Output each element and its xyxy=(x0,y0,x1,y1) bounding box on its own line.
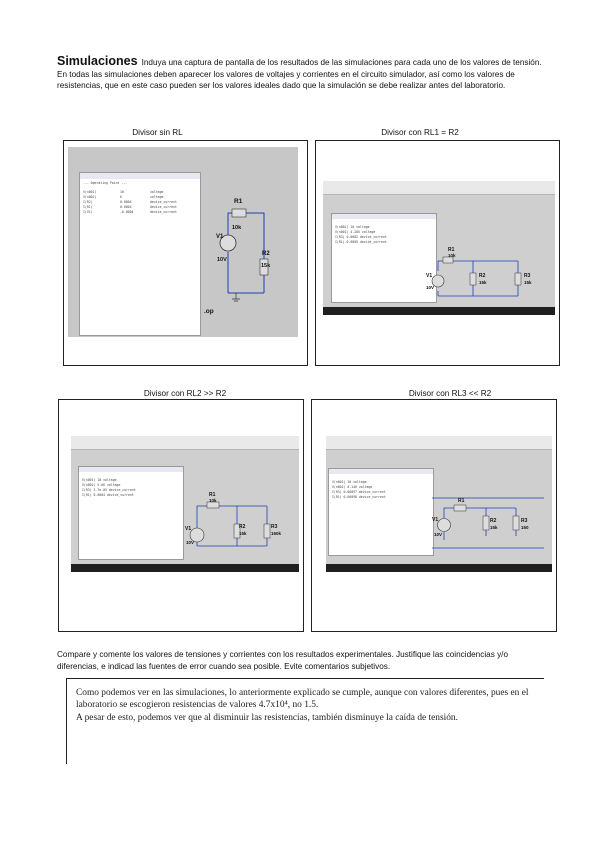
caption-divisor-rl1: Divisor con RL1 = R2 xyxy=(381,128,459,137)
svg-text:I(R1) 0.0004 device_current: I(R1) 0.0004 device_current xyxy=(82,493,134,497)
svg-text:-0.0004: -0.0004 xyxy=(120,210,134,214)
svg-text:I(R2): I(R2) xyxy=(83,200,93,204)
svg-text:I(R1) 0.0005 device_current: I(R1) 0.0005 device_current xyxy=(335,240,387,244)
label-r3-value: 15k xyxy=(524,280,532,285)
section-heading: Simulaciones xyxy=(57,54,138,68)
label-v1: V1 xyxy=(185,526,192,532)
svg-text:V(n002) 5.66 voltage: V(n002) 5.66 voltage xyxy=(82,483,121,487)
taskbar xyxy=(326,564,552,572)
circuit-schematic-4 xyxy=(326,436,552,572)
op-directive: .op xyxy=(204,308,214,315)
figure-frame-3 xyxy=(58,399,304,632)
label-r2-value: 15k xyxy=(479,280,487,285)
svg-text:device_current: device_current xyxy=(150,205,177,209)
label-r1: R1 xyxy=(234,198,243,205)
svg-text:V(n002) 4.285 voltage: V(n002) 4.285 voltage xyxy=(335,230,376,234)
svg-text:V(n001) 10 voltage: V(n001) 10 voltage xyxy=(332,480,367,484)
label-r3-value: 150 xyxy=(521,525,529,530)
label-r2: R2 xyxy=(262,251,270,257)
svg-text:0.0004: 0.0004 xyxy=(120,205,132,209)
svg-text:device_current: device_current xyxy=(150,210,177,214)
answer-line-1: Como podemos ver en las simulaciones, lo anteriormente explicado se cumple, aunque con valores diferentes, pues en el laboratorio se escogieron resistencias de valores 4.7x10⁴, no 1.5. xyxy=(76,688,529,711)
svg-text:voltage: voltage xyxy=(150,190,164,194)
intro-paragraph xyxy=(57,56,545,92)
svg-text:device_current: device_current xyxy=(150,200,177,204)
label-r2-value: 15k xyxy=(490,525,498,530)
label-r3: R3 xyxy=(524,273,531,279)
label-v1-value: 10V xyxy=(217,257,227,263)
svg-text:I(V1): I(V1) xyxy=(83,210,93,214)
label-r2-value: 15k xyxy=(239,531,247,536)
label-r1-value: 10k xyxy=(448,253,456,258)
label-r1-value: 10k xyxy=(209,498,217,503)
label-r1: R1 xyxy=(458,498,465,504)
svg-text:V(n001): V(n001) xyxy=(83,190,97,194)
caption-divisor-rl3: Divisor con RL3 << R2 xyxy=(408,389,492,398)
svg-text:V(n002) 0.146 voltage: V(n002) 0.146 voltage xyxy=(332,485,373,489)
svg-text:I(R1): I(R1) xyxy=(83,205,93,209)
svg-text:I(R1) 0.00098 device_curren: I(R1) 0.00098 device_current xyxy=(332,495,386,499)
label-r3: R3 xyxy=(271,524,278,530)
svg-text:voltage: voltage xyxy=(150,195,164,199)
label-r3: R3 xyxy=(521,518,528,524)
simulation-screenshot-4 xyxy=(326,436,552,572)
ground-symbol xyxy=(232,293,240,301)
svg-text:10: 10 xyxy=(120,190,124,194)
figure-frame-4 xyxy=(311,399,557,632)
figure-frame-2 xyxy=(315,140,560,366)
svg-text:0.0004: 0.0004 xyxy=(120,200,132,204)
svg-text:V(n001) 10 voltage: V(n001) 10 voltage xyxy=(335,225,370,229)
answer-line-2: A pesar de esto, podemos ver que al disminuir las resistencias, también disminuye la caída de tensión. xyxy=(76,712,458,723)
svg-text:I(R3) 0.0002 device_current: I(R3) 0.0002 device_current xyxy=(335,235,387,239)
label-r2: R2 xyxy=(479,273,486,279)
intro-text: Induya una captura de pantalla de los resultados de las simulaciones para cada uno de los valores de tensión. En todas las simulaciones deben aparecer los valores de voltajes y corrientes en el circuito simulador, así como los valores de resistencias, que en este caso pueden ser los valores ideales dado que la simulación se debe realizar antes del laboratorio. xyxy=(57,58,542,90)
label-v1: V1 xyxy=(426,273,433,279)
label-v1-value: 10V xyxy=(186,540,195,545)
circuit-schematic-2 xyxy=(323,181,555,315)
circuit-schematic-1 xyxy=(68,147,298,337)
svg-text:V(n001) 10 voltage: V(n001) 10 voltage xyxy=(82,478,117,482)
figure-frame-1 xyxy=(63,140,308,366)
label-r1: R1 xyxy=(209,492,216,498)
simulation-screenshot-2 xyxy=(323,181,555,315)
resistor-symbol-r1 xyxy=(232,209,246,217)
label-v1: V1 xyxy=(216,234,224,240)
svg-text:I(R3) 0.00097 device_curren: I(R3) 0.00097 device_current xyxy=(332,490,386,494)
label-r2: R2 xyxy=(239,524,246,530)
label-r2: R2 xyxy=(490,518,497,524)
taskbar xyxy=(323,307,555,315)
svg-text:6: 6 xyxy=(120,195,122,199)
label-r2-value: 15k xyxy=(261,263,271,269)
svg-text:--- Operating Point ---: --- Operating Point --- xyxy=(83,181,128,185)
label-r1: R1 xyxy=(448,247,455,253)
simulation-screenshot-3 xyxy=(71,436,299,572)
label-r1-value: 10k xyxy=(232,225,242,231)
compare-instructions: Compare y comente los valores de tensiones y corrientes con los resultados experimentales. Justifique las coincidencias y/o diferencias, e indicad las fuentes de error cuando sea posible. Evite comentarios subjetivos. xyxy=(57,650,508,671)
caption-divisor-rl2: Divisor con RL2 >> R2 xyxy=(143,389,227,398)
label-v1: V1 xyxy=(432,517,439,523)
label-r3-value: 150k xyxy=(271,531,282,536)
caption-divisor-sin-rl: Divisor sin RL xyxy=(132,128,183,137)
answer-box xyxy=(66,678,544,764)
simulation-screenshot-1 xyxy=(68,147,298,337)
svg-text:I(R3) 3.7e-05 device_curren: I(R3) 3.7e-05 device_current xyxy=(82,488,136,492)
circuit-schematic-3 xyxy=(71,436,299,572)
taskbar xyxy=(71,564,299,572)
label-v1-value: 10V xyxy=(426,285,435,290)
label-v1-value: 10V xyxy=(434,532,443,537)
svg-text:V(n002): V(n002) xyxy=(83,195,97,199)
